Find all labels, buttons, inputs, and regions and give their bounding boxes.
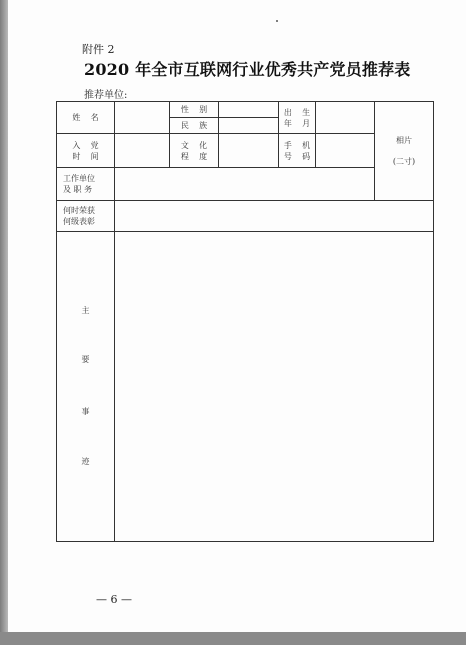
name-label: 姓 名 [72, 113, 99, 122]
work-unit-label: 工作单位 及 职 务 [63, 174, 95, 194]
main-deeds-field[interactable] [115, 232, 433, 541]
recommend-unit-label: 推荐单位: [84, 90, 128, 101]
phone-field[interactable] [316, 134, 374, 167]
scan-shadow-bottom [0, 632, 466, 645]
photo-area [375, 102, 433, 200]
birth-date-label: 出 生 年 月 [283, 107, 311, 128]
main-deeds-label-2: 要 [81, 354, 90, 364]
honors-field[interactable] [115, 201, 433, 231]
honors-label: 何时荣获 何级表彰 [63, 206, 95, 226]
education-field[interactable] [219, 134, 278, 167]
ethnicity-label: 民 族 [180, 121, 208, 130]
education-label: 文 化 程 度 [180, 140, 208, 161]
photo-size-label: (二寸) [392, 157, 416, 166]
gender-label: 性 别 [180, 105, 208, 114]
scan-speck [276, 20, 278, 22]
birth-date-field[interactable] [316, 102, 374, 133]
scan-shadow-left [0, 0, 8, 645]
join-party-date-field[interactable] [115, 134, 169, 167]
main-deeds-label-4: 迹 [81, 456, 90, 466]
main-deeds-label-3: 事 [81, 406, 90, 416]
photo-label: 相片 [396, 136, 412, 145]
join-party-date-label: 入 党 时 间 [72, 140, 99, 161]
table-border-bottom [56, 541, 434, 542]
work-unit-field[interactable] [115, 168, 374, 200]
phone-label: 手 机 号 码 [283, 140, 311, 161]
ethnicity-field[interactable] [219, 118, 278, 133]
document-title: 2020 年全市互联网行业优秀共产党员推荐表 [84, 60, 411, 79]
name-field[interactable] [115, 102, 169, 133]
table-border-right [433, 101, 434, 542]
page-number: — 6 — [96, 593, 132, 606]
gender-field[interactable] [219, 102, 278, 117]
attachment-label: 附件 2 [82, 43, 115, 56]
main-deeds-label-1: 主 [81, 305, 90, 315]
